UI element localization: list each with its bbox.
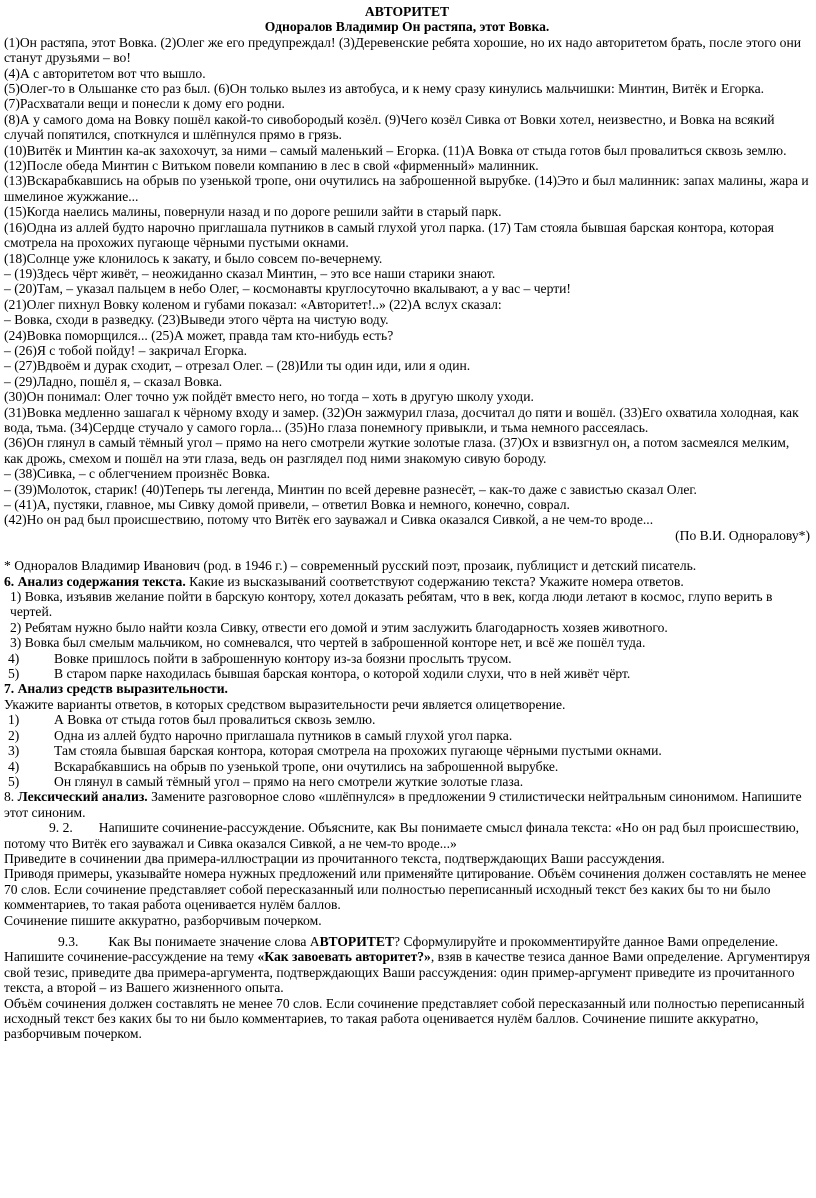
paragraph: (12)После обеда Минтин с Витьком повели компанию в лес в свой «фирменный» малинник. (4, 158, 539, 174)
document-title: АВТОРИТЕТ (364, 4, 450, 19)
option-text: Вовке пришлось пойти в заброшенную контору из-за боязни прослыть трусом. (54, 650, 512, 666)
option-text: Одна из аллей будто нарочно приглашала путников в самый глухой угол парка. (54, 727, 513, 743)
task-7 (4, 681, 810, 789)
paragraph: (21)Олег пихнул Вовку коленом и губами показал: «Авторитет!..» (22)А вслух сказал: (4, 296, 502, 312)
paragraph: (4)А с авторитетом вот что вышло. (4, 65, 206, 81)
paragraph: – (38)Сивка, – с облегчением произнёс Вовка. (4, 466, 271, 482)
task-9-2-number: 9. 2. (49, 820, 73, 836)
story-text (4, 35, 810, 528)
option-number: 5) (8, 773, 20, 789)
answer-option: 1) Вовка, изъявив желание пойти в барскую контору, хотел доказать ребятам, что в век, когда люди летают в космос, глупо верить в чертей. (10, 589, 773, 620)
task-9-3-text: ? Сформулируйте и прокомментируйте данное Вами определение. Напишите сочинение-рассуждение на тему (4, 933, 779, 965)
option-text: Вскарабкавшись на обрыв по узенькой тропе, они очутились на заброшенной вырубке. (54, 758, 559, 774)
answer-option (4, 728, 810, 743)
paragraph: (18)Солнце уже клонилось к закату, и было совсем по-вечернему. (4, 250, 383, 266)
answer-option (4, 774, 810, 789)
source-attribution: (По В.И. Одноралову*) (675, 527, 810, 543)
option-number: 4) (8, 758, 20, 774)
paragraph: – (27)Вдвоём и дурак сходит, – отрезал Олег. – (28)Или ты один иди, или я один. (4, 358, 471, 374)
paragraph: (36)Он глянул в самый тёмный угол – прямо на него смотрели жуткие золотые глаза. (37)Ох и взвизгнул он, а потом засмеялся мелким, как дрожь, смехом и пошёл на эти глаза, ведь он разглядел под ними знакомую сивую бороду. (4, 435, 790, 466)
task-9-3-text: Как Вы понимаете значение слова А (108, 933, 320, 949)
document-subtitle: Однорaлов Владимир Он растяпа, этот Вовка. (264, 19, 550, 35)
paragraph: – (20)Там, – указал пальцем в небо Олег, – космонавты круглосуточно вкалывают, а у вас – черти! (4, 281, 571, 297)
paragraph: – Вовка, сходи в разведку. (23)Выведи этого чёрта на чистую воду. (4, 312, 389, 328)
spacer (4, 543, 810, 558)
task-6 (4, 574, 810, 682)
answer-option (4, 666, 810, 681)
paragraph: (15)Когда наелись малины, повернули назад и по дороге решили зайти в старый парк. (4, 204, 502, 220)
option-text: Там стояла бывшая барская контора, которая смотрела на прохожих пугающе чёрными пустыми окнами. (54, 743, 662, 759)
option-number: 3) (8, 743, 20, 759)
answer-option: 2) Ребятам нужно было найти козла Сивку, отвести его домой и этим заслужить благодарность хозяев животного. (10, 619, 668, 635)
task-7-question: Укажите варианты ответов, в которых средством выразительности речи является олицетворение. (4, 696, 566, 712)
answer-option: 3) Вовка был смелым мальчиком, но сомневался, что чертей в заброшенной конторе нет, и всё же пошёл туда. (10, 635, 646, 651)
answer-option (4, 759, 810, 774)
task-8-heading: Лексический анализ. (17, 789, 148, 805)
paragraph: – (41)А, пустяки, главное, мы Сивку домой привели, – ответил Вовка и немного, конечно, соврал. (4, 497, 570, 512)
paragraph: (16)Одна из аллей будто нарочно приглашала путников в самый глухой угол парка. (17) Там стояла бывшая барская контора, которая смотрела на прохожих пугающе чёрными пустыми окнами. (4, 219, 774, 251)
paragraph: – (19)Здесь чёрт живёт, – неожиданно сказал Минтин, – это все наши старики знают. (4, 265, 496, 281)
paragraph: (10)Витёк и Минтин ка-ак захохочут, за ними – самый маленький – Егорка. (11)А Вовка от стыда готов был провалиться сквозь землю. (4, 142, 787, 158)
paragraph: – (39)Молоток, старик! (40)Теперь ты легенда, Минтин по всей деревне разнесёт, – как-то даже с завистью сказал Олег. (4, 481, 697, 497)
option-number: 5) (8, 666, 20, 682)
option-number: 4) (8, 650, 20, 666)
paragraph: – (29)Ладно, пошёл я, – сказал Вовка. (4, 373, 223, 389)
paragraph: (8)А у самого дома на Вовку пошёл какой-то сивобородый козёл. (9)Чего козёл Сивка от Вовки хотел, неизвестно, и Вовка на всякий случай попятился, споткнулся и шлёпнулся прямо в грязь. (4, 111, 775, 143)
answer-option (4, 743, 810, 758)
task-9-3-keyword: ВТОРИТЕТ (319, 933, 395, 949)
paragraph: (5)Олег-то в Ольшанке сто раз был. (6)Он только вылез из автобуса, и к нему сразу кинулись мальчишки: Минтин, Витёк и Егорка. (7)Расхватали вещи и понесли к дому его родни. (4, 81, 764, 112)
task-9-2-instruction: Напишите сочинение-рассуждение. Объясните, как Вы понимаете смысл финала текста: «Но он рад был происшествию, потому что Витёк его зауважал и Сивка оказался Сивкой, а не чем-то вроде...» (4, 820, 800, 851)
task-7-heading: 7. Анализ средств выразительности. (4, 681, 228, 697)
task-9-2-instruction: Приведите в сочинении два примера-иллюстрации из прочитанного текста, подтверждающих Ваши рассуждения. (4, 850, 665, 866)
answer-option (4, 651, 810, 666)
option-number: 2) (8, 727, 20, 743)
task-9-3-number: 9.3. (58, 933, 79, 949)
task-9-2-instruction: Сочинение пишите аккуратно, разборчивым почерком. (4, 912, 322, 928)
paragraph: (24)Вовка поморщился... (25)А может, правда там кто-нибудь есть? (4, 327, 394, 343)
paragraph: (1)Он растяпа, этот Вовка. (2)Олег же его предупреждал! (3)Деревенские ребята хорошие, но их надо авторитетом брать, после этого они станут друзьями – во! (4, 34, 801, 66)
task-9-3-topic: «Как завоевать авторитет?» (257, 949, 431, 965)
task-9-2-instruction: Приводя примеры, указывайте номера нужных предложений или применяйте цитирование. Объём сочинения должен составлять не менее 70 слов. Если сочинение представляет собой пересказанный или полностью переписанный исходный текст без каких бы то ни было комментариев, то такая работа оценивается нулём баллов. (4, 866, 807, 913)
option-text: Он глянул в самый тёмный угол – прямо на него смотрели жуткие золотые глаза. (54, 773, 524, 789)
task-9-3-text: , взяв в качестве тезиса данное Вами определение. Аргументируя свой тезис, приведите два примера-аргумента, подтверждающих Ваши рассуждения: один пример-аргумент приведите из прочитанного текста, а второй – из Вашего жизненного опыта. (4, 949, 810, 996)
paragraph: (42)Но он рад был происшествию, потому что Витёк его зауважал и Сивка оказался Сивкой, а не чем-то вроде... (4, 512, 654, 528)
task-9-3 (4, 934, 810, 1042)
option-text: В старом парке находилась бывшая барская контора, о которой ходили слухи, что в ней живёт чёрт. (54, 666, 631, 682)
task-8-question: Замените разговорное слово «шлёпнулся» в предложении 9 стилистически нейтральным синонимом. Напишите этот синоним. (4, 789, 802, 820)
task-8-number: 8. (4, 789, 18, 805)
paragraph: (31)Вовка медленно зашагал к чёрному входу и замер. (32)Он зажмурил глаза, досчитал до пяти и вошёл. (33)Его охватила холодная, как вода, тьма. (34)Сердце стучало у самого горла... (35)Но глаза понемногу привыкли, и тьма немного рассеялась. (4, 404, 799, 435)
paragraph: (13)Вскарабкавшись на обрыв по узенькой тропе, они очутились на заброшенной вырубке. (14)Это и был малинник: запах малины, жара и шмелиное жужжание... (4, 173, 809, 204)
task-8 (4, 789, 810, 820)
paragraph: (30)Он понимал: Олег точно уж пойдёт вместо него, но тогда – хоть в другую школу уходи. (4, 389, 534, 405)
task-6-heading: 6. Анализ содержания текста. (4, 573, 186, 589)
option-text: А Вовка от стыда готов был провалиться сквозь землю. (54, 712, 376, 728)
task-9-3-text: Объём сочинения должен составлять не менее 70 слов. Если сочинение представляет собой пересказанный или полностью переписанный исходный текст без каких бы то ни было комментариев, то такая работа оценивается нулём баллов. Сочинение пишите аккуратно, разборчивым почерком. (4, 995, 805, 1042)
answer-option (4, 712, 810, 727)
task-9-2 (4, 820, 810, 928)
task-6-question: Какие из высказываний соответствуют содержанию текста? Укажите номера ответов. (185, 573, 684, 589)
paragraph: – (26)Я с тобой пойду! – закричал Егорка. (4, 342, 248, 358)
author-footnote: * Одноралов Владимир Иванович (род. в 1946 г.) – современный русский поэт, прозаик, публицист и детский писатель. (4, 558, 697, 574)
option-number: 1) (8, 712, 20, 728)
